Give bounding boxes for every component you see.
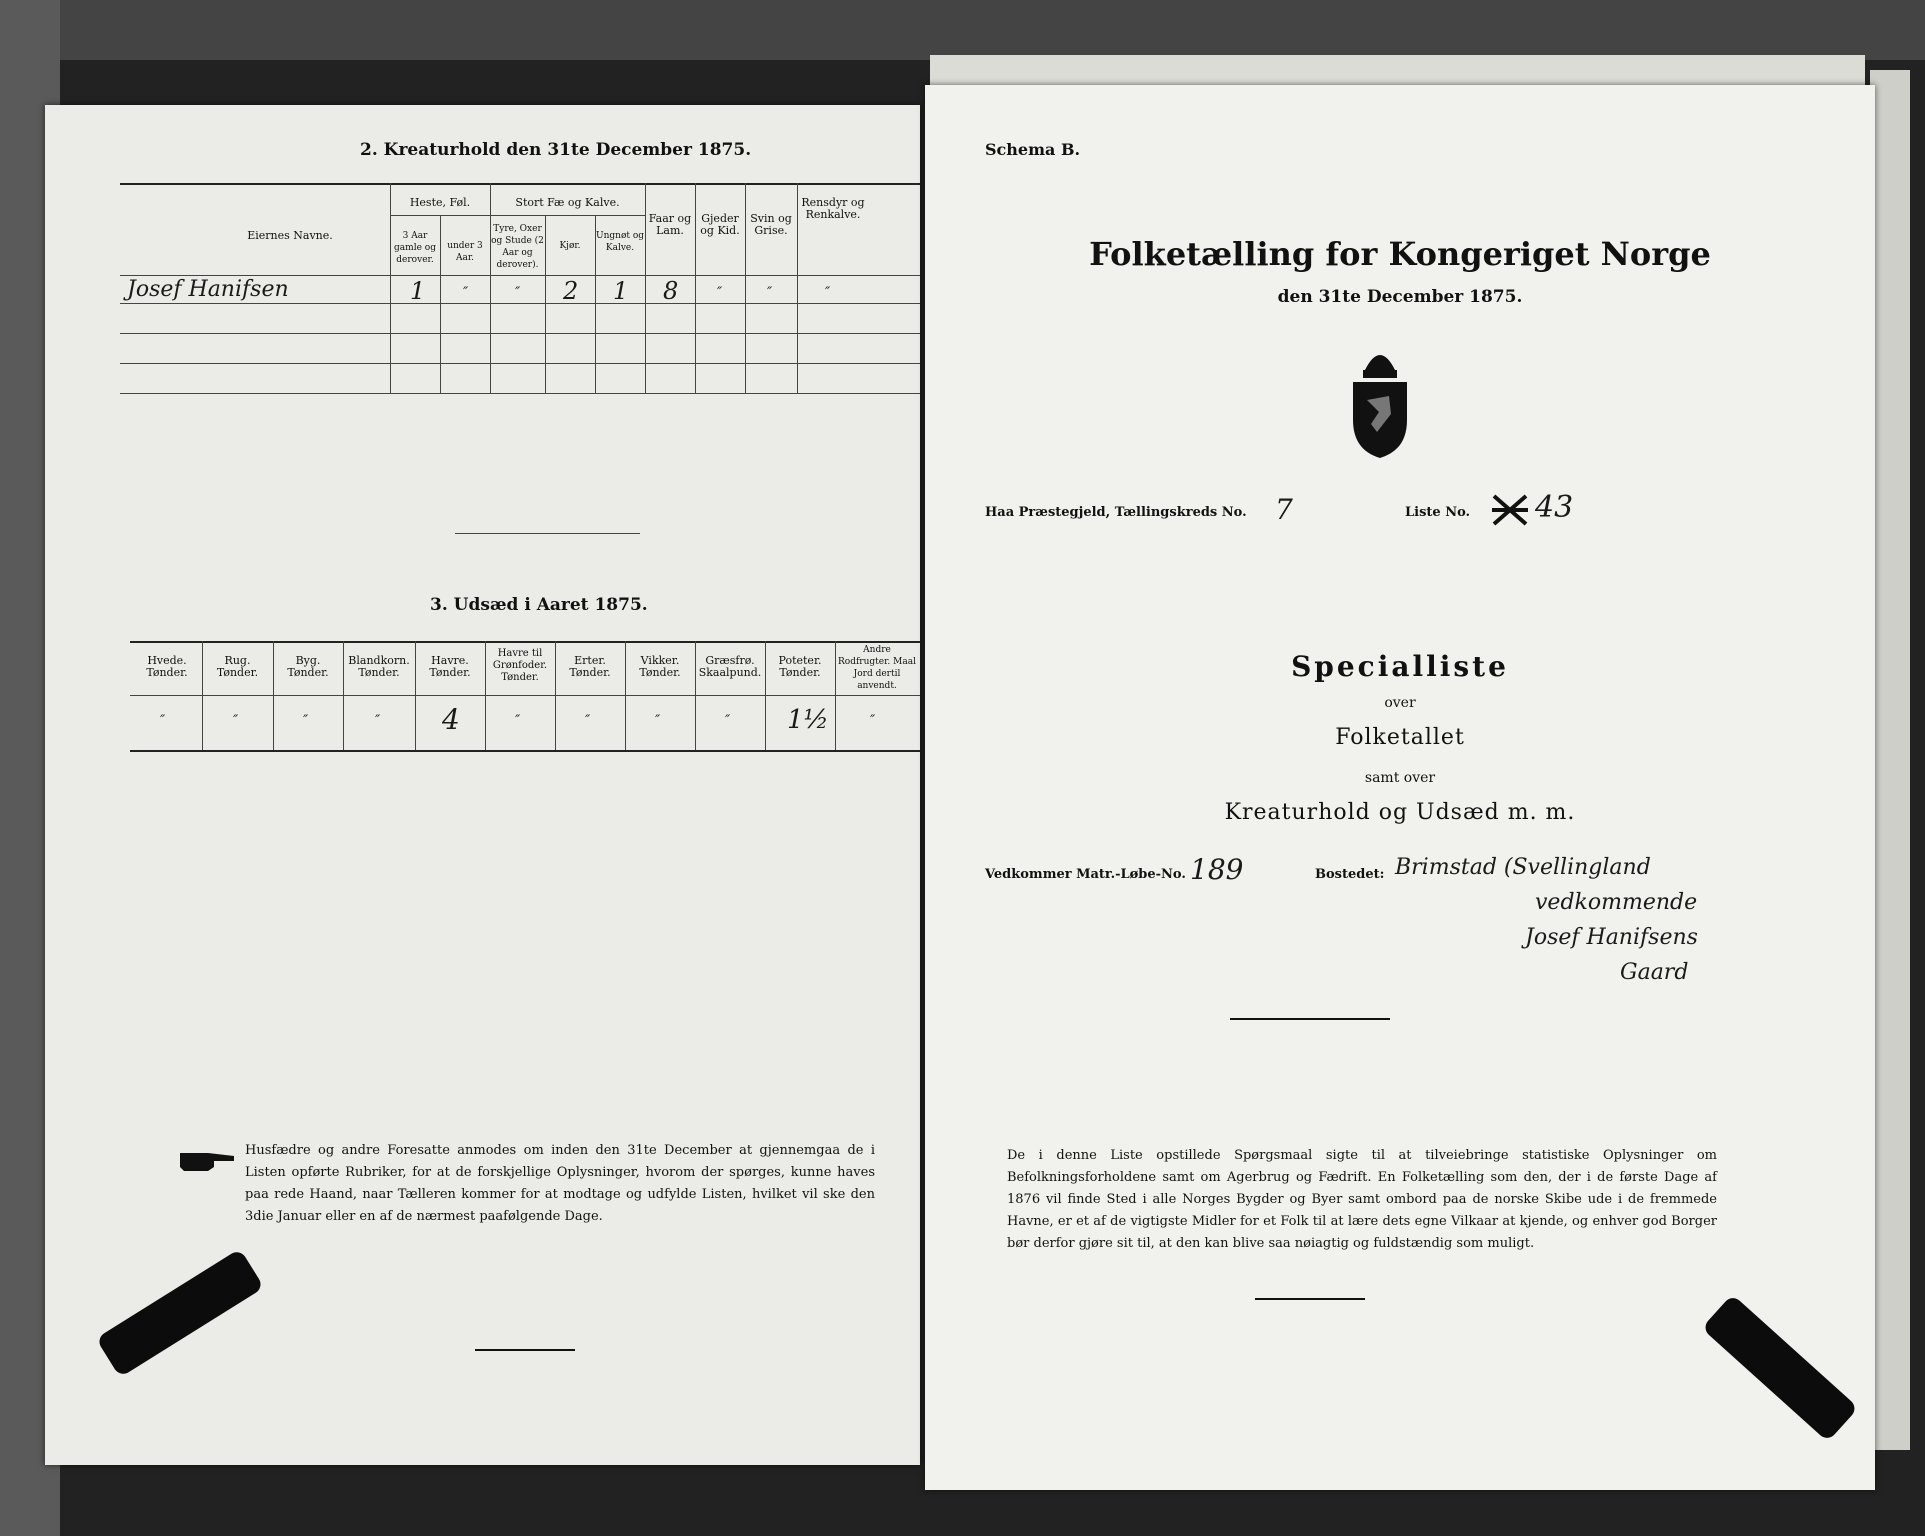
seed-value: 4 bbox=[442, 703, 460, 736]
specialliste-title: Specialliste bbox=[1291, 650, 1509, 683]
pointing-hand-icon bbox=[178, 1145, 236, 1175]
bosted-line-1: Brimstad (Svellingland bbox=[1395, 855, 1651, 880]
wheat-header: Hvede. Tønder. bbox=[146, 654, 188, 679]
table3-top-rule bbox=[130, 641, 920, 643]
prestegjeld-label: Haa Præstegjeld, Tællingskreds No. bbox=[985, 505, 1247, 520]
pigs-header: Svin og Grise. bbox=[750, 212, 792, 237]
livestock-value: 8 bbox=[663, 277, 679, 305]
livestock-value: ″ bbox=[767, 285, 773, 301]
closing-rule bbox=[475, 1349, 575, 1351]
livestock-value: ″ bbox=[515, 285, 521, 301]
samt-over-text: samt over bbox=[1364, 770, 1436, 786]
seed-value: ″ bbox=[870, 713, 876, 729]
page-edge-top bbox=[930, 55, 1865, 85]
livestock-value: ″ bbox=[825, 285, 831, 301]
separator-rule bbox=[1230, 1018, 1390, 1020]
horse-old-header: 3 Aar gamle og derover. bbox=[394, 231, 436, 265]
table2-row-rule bbox=[120, 333, 920, 334]
section2-title: 2. Kreaturhold den 31te December 1875. bbox=[360, 140, 752, 160]
seed-value: ″ bbox=[303, 713, 309, 729]
seed-value: ″ bbox=[375, 713, 381, 729]
section3-title: 3. Udsæd i Aaret 1875. bbox=[430, 595, 648, 615]
scan-background-top bbox=[0, 0, 1925, 60]
table3-header-rule bbox=[130, 695, 920, 696]
table3-bottom-rule bbox=[130, 750, 920, 752]
bulls-header: Tyre, Oxer og Stude (2 Aar og derover). bbox=[491, 224, 544, 270]
section-separator bbox=[455, 533, 640, 534]
kreaturhold-text: Kreaturhold og Udsæd m. m. bbox=[1224, 800, 1576, 825]
table2-top-rule bbox=[120, 183, 920, 185]
livestock-value: ″ bbox=[463, 285, 469, 301]
document-date: den 31te December 1875. bbox=[1277, 287, 1523, 307]
bosted-line-2: vedkommende bbox=[1535, 890, 1698, 915]
owner-name-entry: Josef Hanifsen bbox=[127, 277, 289, 302]
bosted-line-3: Josef Hanifsens bbox=[1525, 925, 1698, 950]
cows-header: Kjør. bbox=[559, 241, 581, 251]
struck-out-number bbox=[1490, 490, 1530, 530]
peas-header: Erter. Tønder. bbox=[569, 654, 611, 679]
seed-value: ″ bbox=[233, 713, 239, 729]
livestock-value: 2 bbox=[563, 277, 579, 305]
grass-seed-header: Græsfrø. Skaalpund. bbox=[698, 654, 762, 679]
reindeer-header: Rensdyr og Renkalve. bbox=[801, 196, 865, 221]
liste-label: Liste No. bbox=[1405, 505, 1471, 520]
table2-row-rule bbox=[120, 393, 920, 394]
table2-row-rule bbox=[120, 363, 920, 364]
over-text: over bbox=[1384, 695, 1416, 711]
livestock-value: 1 bbox=[410, 277, 426, 305]
barley-header: Byg. Tønder. bbox=[287, 654, 329, 679]
calves-header: Ungnøt og Kalve. bbox=[596, 231, 645, 253]
page-edge-right bbox=[1870, 70, 1910, 1450]
norway-coat-of-arms-icon bbox=[1345, 340, 1415, 460]
bosted-line-4: Gaard bbox=[1620, 960, 1689, 985]
cattle-group-header: Stort Fæ og Kalve. bbox=[515, 196, 620, 209]
table2-row-rule bbox=[120, 303, 920, 304]
seed-value: ″ bbox=[585, 713, 591, 729]
matr-number: 189 bbox=[1190, 853, 1244, 886]
bosted-label: Bostedet: bbox=[1315, 867, 1385, 882]
seed-value: 1½ bbox=[787, 705, 829, 735]
seed-value: ″ bbox=[515, 713, 521, 729]
matr-label: Vedkommer Matr.-Løbe-No. bbox=[985, 867, 1186, 882]
seed-value: ″ bbox=[160, 713, 166, 729]
table2-header-rule bbox=[120, 275, 920, 276]
owner-name-header: Eiernes Navne. bbox=[247, 229, 333, 242]
tellingskreds-number: 7 bbox=[1275, 493, 1293, 526]
mixed-grain-header: Blandkorn. Tønder. bbox=[348, 654, 410, 679]
root-crops-header: Andre Rodfrugter. Maal Jord dertil anvendt. bbox=[838, 645, 916, 691]
vetch-header: Vikker. Tønder. bbox=[639, 654, 681, 679]
closing-rule bbox=[1255, 1298, 1365, 1300]
left-page bbox=[45, 105, 920, 1465]
oats-header: Havre. Tønder. bbox=[429, 654, 471, 679]
explanatory-footer: De i denne Liste opstillede Spørgsmaal sigte til at tilveiebringe statistiske Oplysninger om Befolkningsforholdene samt om Agerbrug og Fædrift. En Folketælling som den, der i de første Dage af 1876 vil finde Sted i alle Norges Bygder og Byer samt ombord paa de norske Skibe ude i de fremmede Havne, er et af de vigtigste Midler for et Folk til at lære dets egne Vilkaar at kjende, og enhver god Borger bør derfor gjøre sit til, at den kan blive saa nøiagtig og fuldstændig som muligt. bbox=[1007, 1148, 1717, 1251]
folketallet-text: Folketallet bbox=[1335, 725, 1465, 750]
seed-value: ″ bbox=[655, 713, 661, 729]
instruction-notice: Husfædre og andre Foresatte anmodes om inden den 31te December at gjennemgaa de i Listen opførte Rubriker, for at de forskjellige Oplysninger, hvorom der spørges, kunne haves paa rede Haand, naar Tælleren kommer for at modtage og udfylde Listen, hvilket vil ske den 3die Januar eller en af de nærmest paafølgende Dage. bbox=[245, 1143, 875, 1224]
sheep-header: Faar og Lam. bbox=[648, 212, 692, 237]
schema-label: Schema B. bbox=[985, 140, 1081, 159]
horses-group-header: Heste, Føl. bbox=[409, 196, 471, 209]
livestock-value: ″ bbox=[717, 285, 723, 301]
seed-value: ″ bbox=[725, 713, 731, 729]
right-page bbox=[925, 85, 1875, 1490]
livestock-value: 1 bbox=[613, 277, 629, 305]
document-title: Folketælling for Kongeriget Norge bbox=[1089, 235, 1711, 273]
horse-young-header: under 3 Aar. bbox=[447, 241, 483, 263]
rye-header: Rug. Tønder. bbox=[216, 654, 259, 679]
goats-header: Gjeder og Kid. bbox=[700, 212, 740, 237]
green-fodder-oats-header: Havre til Grønfoder. Tønder. bbox=[492, 648, 548, 683]
table2-group-rule bbox=[390, 215, 645, 216]
liste-number: 43 bbox=[1535, 490, 1574, 525]
potatoes-header: Poteter. Tønder. bbox=[778, 654, 822, 679]
